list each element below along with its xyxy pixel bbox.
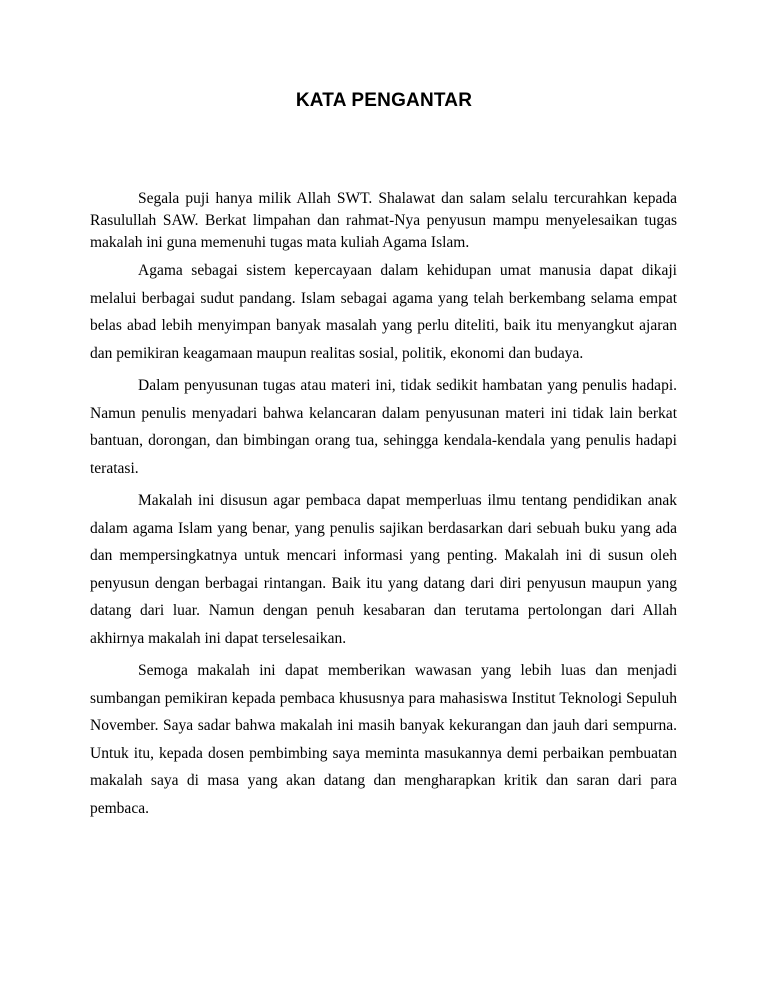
page-title: KATA PENGANTAR (295, 90, 473, 111)
paragraph-closing: Semoga makalah ini dapat memberikan wawasan yang lebih luas dan menjadi sumbangan pemikiran kepada pembaca khususnya para mahasiswa Institut Teknologi Sepuluh November. Saya sadar bahwa makalah ini masih banyak kekurangan dan jauh dari sempurna. Untuk itu, kepada dosen pembimbing saya meminta masukannya demi perbaikan pembuatan makalah saya di masa yang akan datang dan mengharapkan kritik dan saran dari para pembaca. (90, 662, 677, 817)
paragraph-religion: Agama sebagai sistem kepercayaan dalam kehidupan umat manusia dapat dikaji melalui berbagai sudut pandang. Islam sebagai agama yang telah berkembang selama empat belas abad lebih menyimpan banyak masalah yang perlu diteliti, baik itu menyangkut ajaran dan pemikiran keagamaan maupun realitas sosial, politik, ekonomi dan budaya. (90, 262, 677, 362)
document-body (90, 188, 677, 827)
paragraph-obstacles: Dalam penyusunan tugas atau materi ini, tidak sedikit hambatan yang penulis hadapi. Namun penulis menyadari bahwa kelancaran dalam penyusunan materi ini tidak lain berkat bantuan, dorongan, dan bimbingan orang tua, sehingga kendala-kendala yang penulis hadapi teratasi. (90, 377, 677, 477)
paragraph-opening: Segala puji hanya milik Allah SWT. Shalawat dan salam selalu tercurahkan kepada Rasulullah SAW. Berkat limpahan dan rahmat-Nya penyusun mampu menyelesaikan tugas makalah ini guna memenuhi tugas mata kuliah Agama Islam. (90, 190, 677, 251)
paragraph-purpose: Makalah ini disusun agar pembaca dapat memperluas ilmu tentang pendidikan anak dalam agama Islam yang benar, yang penulis sajikan berdasarkan dari sebuah buku yang ada dan mempersingkatnya untuk mencari informasi yang penting. Makalah ini di susun oleh penyusun dengan berbagai rintangan. Baik itu yang datang dari diri penyusun maupun yang datang dari luar. Namun dengan penuh kesabaran dan terutama pertolongan dari Allah akhirnya makalah ini dapat terselesaikan. (90, 492, 677, 647)
